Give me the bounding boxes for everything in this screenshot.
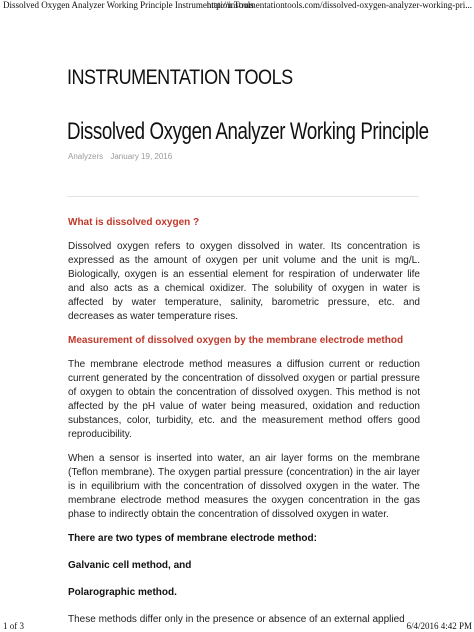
type-polarographic: Polarographic method. [68, 587, 177, 598]
article-title: Dissolved Oxygen Analyzer Working Principle [67, 118, 429, 145]
site-title[interactable]: INSTRUMENTATION TOOLS [67, 66, 293, 89]
paragraph-measurement-2: When a sensor is inserted into water, an air layer forms on the membrane (Teflon membrane). The oxygen partial pressure (concentration) in the air layer is in equilibrium with the concentration of dissolved oxygen in the water. The membrane electrode method measures the oxygen concentration in the gas phase to indirectly obtain the concentration of dissolved oxygen in water. [68, 453, 420, 520]
article-date: January 19, 2016 [110, 152, 173, 161]
print-footer [0, 621, 474, 632]
print-timestamp: 6/4/2016 4:42 PM [406, 621, 472, 631]
paragraph-measurement-1: The membrane electrode method measures a diffusion current or reduction current generated by the concentration of dissolved oxygen or partial pressure of oxygen to obtain the concentration of dissolved oxygen. This method is not affected by the pH value of water being measured, oxidation and reduction substances, color, turbidity, etc. and the measurement method offers good reproducibility. [68, 359, 420, 440]
article-meta [68, 152, 177, 161]
types-intro: There are two types of membrane electrode method: [68, 533, 317, 544]
article-body [68, 216, 420, 627]
article-category-link[interactable]: Analyzers [68, 152, 104, 161]
paragraph-measurement-3: These methods differ only in the presence or absence of an external applied [68, 614, 405, 625]
section-heading-measurement: Measurement of dissolved oxygen by the membrane electrode method [68, 335, 404, 346]
print-header [0, 0, 474, 12]
print-header-url: http://instrumentationtools.com/dissolved-oxygen-analyzer-working-pri... [206, 0, 472, 10]
divider [67, 196, 419, 197]
page-number: 1 of 3 [3, 621, 24, 631]
paragraph-what-is: Dissolved oxygen refers to oxygen dissolved in water. Its concentration is expressed as the amount of oxygen per unit volume and the unit is mg/L. Biologically, oxygen is an essential element for respiration of underwater life and also acts as a chemical oxidizer. The solubility of oxygen in water is affected by water temperature, salinity, barometric pressure, etc. and decreases as water temperature rises. [68, 241, 420, 322]
type-galvanic: Galvanic cell method, and [68, 560, 192, 571]
print-header-title: Dissolved Oxygen Analyzer Working Principle Instrumentation Tools [3, 0, 254, 10]
section-heading-what-is: What is dissolved oxygen ? [68, 217, 200, 228]
